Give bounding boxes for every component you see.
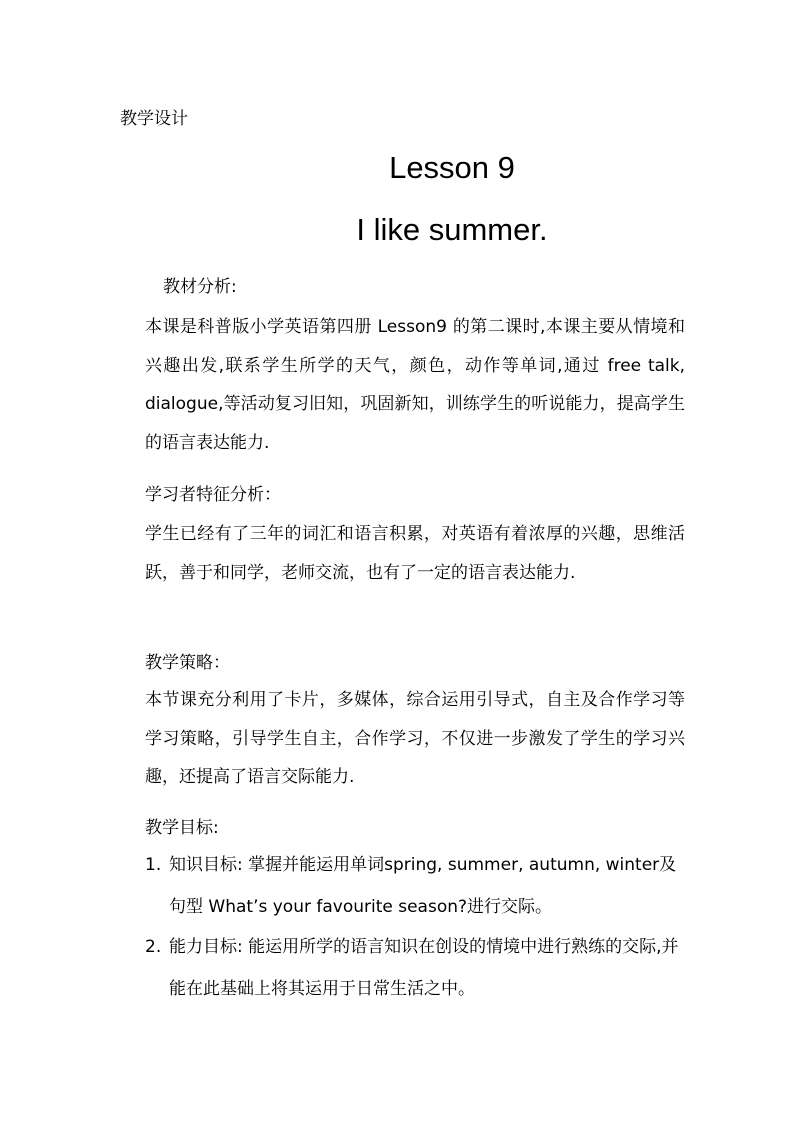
goal-item	[145, 926, 685, 1010]
header-label: 教学设计	[120, 109, 188, 129]
strategy-text: 本节课充分利用了卡片，多媒体，综合运用引导式，自主及合作学习等学习策略，引导学生自主，合作学习，不仅进一步激发了学生的学习兴趣，还提高了语言交际能力.	[145, 690, 685, 787]
analysis-label: 教材分析:	[163, 277, 237, 297]
learners-text: 学生已经有了三年的词汇和语言积累，对英语有着浓厚的兴趣，思维活跃，善于和同学，老师交流，也有了一定的语言表达能力.	[145, 524, 685, 583]
goal-number: 1.	[145, 855, 162, 875]
goal-number: 2.	[145, 937, 162, 957]
analysis-text: 本课是科普版小学英语第四册 Lesson9 的第二课时,本课主要从情境和兴趣出发,联系学生所学的天气，颜色，动作等单词,通过 free talk, dialogue,等活动复习旧知，巩固新知，训练学生的听说能力，提高学生的语言表达能力.	[145, 317, 685, 453]
goal-item	[145, 844, 685, 928]
goal-text: 能力目标: 能运用所学的语言知识在创设的情境中进行熟练的交际,并能在此基础上将其运用于日常生活之中。	[169, 937, 679, 999]
lesson-title: Lesson 9	[389, 150, 515, 185]
lesson-subtitle: I like summer.	[356, 212, 548, 247]
learners-label: 学习者特征分析：	[145, 485, 281, 505]
strategy-label: 教学策略：	[145, 653, 230, 673]
goals-label: 教学目标:	[145, 818, 219, 838]
goal-text: 知识目标: 掌握并能运用单词spring, summer, autumn, winter及句型 What’s your favourite season?进行交际。	[169, 855, 677, 917]
